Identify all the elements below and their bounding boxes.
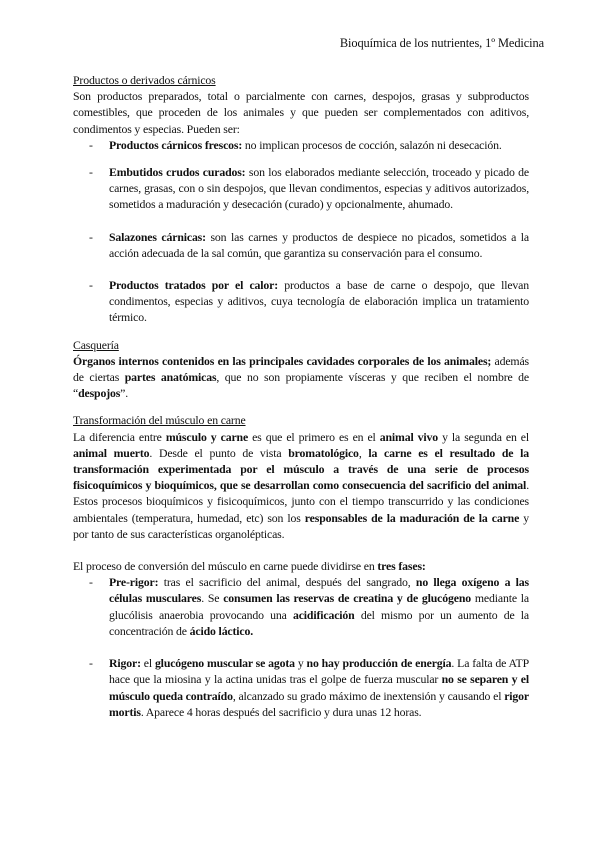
dash-bullet: - <box>89 575 93 590</box>
section-heading-productos-carnicos: Productos o derivados cárnicos <box>73 73 216 87</box>
dash-bullet: - <box>89 165 93 180</box>
section-heading-casqueria: Casquería <box>73 337 119 352</box>
list-item-rigor: - Rigor: el glucógeno muscular se agota y no hay producción de energía. La falta de ATP hace que la miosina y la actina unidas tras el golpe de fuerza muscular no se separen y el músculo queda contraído, alcanzado su grado máximo de inextensión y causando el rigor mortis. Aparece 4 horas después del sacrificio y dura unas 12 horas. <box>89 656 529 719</box>
dash-bullet: - <box>89 278 93 293</box>
list-item-tratados-calor: - Productos tratados por el calor: productos a base de carne o despojo, que llevan condimentos, especias y aditivos, cuya tecnología de elaboración implica un tratamiento térmico. <box>89 278 530 325</box>
transformacion-paragraph: La diferencia entre músculo y carne es que el primero es en el animal vivo y la segunda en el animal muerto. Desde el punto de vista bromatológico, la carne es el resultado de la transformación experimentada por el músculo a través de una serie de procesos fisicoquímicos y bioquímicos, que se desarrollan como consecuencia del sacrificio del animal. Estos procesos bioquímicos y fisicoquímicos, junto con el tiempo transcurrido y las condiciones ambientales (temperatura, humedad, etc) son los responsables de la maduración de la carne y por tanto de sus características organolépticas. <box>73 429 530 541</box>
dash-bullet: - <box>89 229 93 244</box>
document-header: Bioquímica de los nutrientes, 1º Medicina <box>339 36 544 50</box>
dash-bullet: - <box>89 656 93 671</box>
document-body <box>73 72 529 720</box>
product-types-list <box>73 137 529 326</box>
phases-intro: El proceso de conversión del músculo en carne puede dividirse en tres fases: <box>73 559 426 574</box>
section-heading-transformacion: Transformación del músculo en carne <box>73 413 246 428</box>
section-intro: Son productos preparados, total o parcialmente con carnes, despojos, grasas y subproductos comestibles, que proceden de los animales y que pueden ser complementados con aditivos, condimentos y especias. Pueden ser: <box>73 89 529 136</box>
list-item-pre-rigor: - Pre-rigor: tras el sacrificio del animal, después del sangrado, no llega oxígeno a las células musculares. Se consumen las reservas de creatina y de glucógeno mediante la glucólisis anaerobia provocando una acidificación del mismo por un aumento de la concentración de ácido láctico. <box>89 575 529 638</box>
phases-list <box>73 574 529 720</box>
list-item-frescos: - Productos cárnicos frescos: no implican procesos de cocción, salazón ni desecación. <box>89 137 502 152</box>
list-item-embutidos: - Embutidos crudos curados: son los elaborados mediante selección, troceado y picado de carnes, grasas, con o sin despojos, que llevan condimentos, especias y aditivos autorizados, sometidos a maduración y desecación (curado) y opcionalmente, ahumado. <box>89 165 529 212</box>
casqueria-paragraph: Órganos internos contenidos en las principales cavidades corporales de los animales; además de ciertas partes anatómicas, que no son propiamente vísceras y que reciben el nombre de “despojos”. <box>73 353 529 401</box>
dash-bullet: - <box>89 137 93 152</box>
list-item-salazones: - Salazones cárnicas: son las carnes y productos de despiece no picados, sometidos a la acción adecuada de la sal común, que garantiza su conservación para el consumo. <box>89 229 529 260</box>
